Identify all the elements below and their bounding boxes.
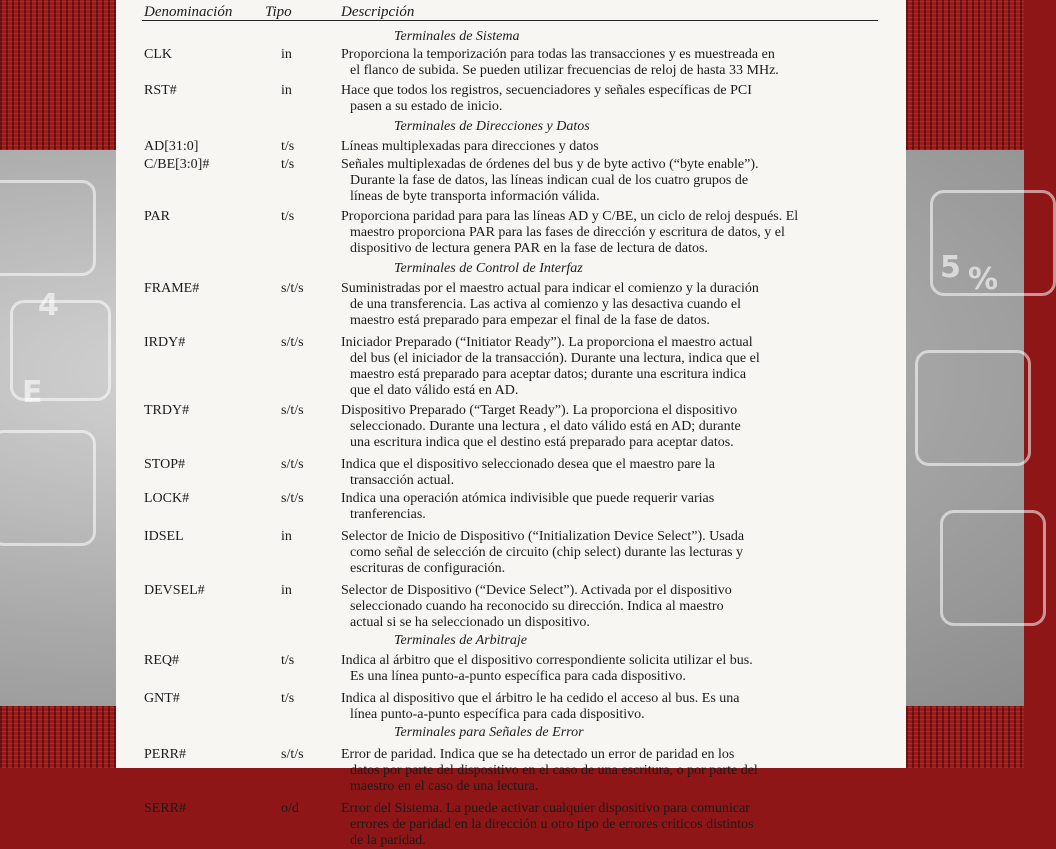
signal-name: PERR# [144, 747, 187, 762]
signal-description [341, 335, 881, 399]
description-line: maestro está preparado para empezar el final de la fase de datos. [350, 313, 710, 328]
description-line: Dispositivo Preparado (“Target Ready”). La proporciona el dispositivo [341, 403, 738, 418]
description-line: pasen a su estado de inicio. [350, 99, 503, 114]
signal-type: t/s [281, 157, 295, 172]
signal-type: in [281, 83, 292, 98]
keycap-shape [915, 350, 1031, 466]
signal-row [116, 583, 906, 631]
description-line: seleccionado cuando ha reconocido su dirección. Indica al maestro [350, 599, 724, 614]
keycap-shape [0, 180, 96, 276]
description-line: una escritura indica que el destino está preparado para aceptar datos. [350, 435, 734, 450]
signal-row [116, 653, 906, 685]
description-line: que el dato válido está en AD. [350, 383, 519, 398]
signal-row [116, 747, 906, 795]
header-type-column: Tipo [265, 4, 292, 20]
description-line: Selector de Dispositivo (“Device Select”). Activada por el dispositivo [341, 583, 732, 598]
signal-type: in [281, 47, 292, 62]
section-title: Terminales de Arbitraje [394, 633, 528, 648]
signal-description [341, 747, 881, 795]
description-line: Indica al árbitro que el dispositivo correspondiente solicita utilizar el bus. [341, 653, 753, 668]
description-line: dispositivo de lectura genera PAR en la fase de lectura de datos. [350, 241, 708, 256]
description-line: Error de paridad. Indica que se ha detectado un error de paridad en los [341, 747, 735, 762]
signal-description [341, 653, 881, 685]
signal-row [116, 335, 906, 399]
header-name-column: Denominación [144, 4, 233, 20]
signal-row [116, 691, 906, 723]
signal-description [341, 281, 881, 329]
keycap-legend: 5 [940, 250, 961, 285]
signal-name: TRDY# [144, 403, 190, 418]
description-line: datos por parte del dispositivo en el caso de una escritura, o por parte del [350, 763, 758, 778]
signal-name: DEVSEL# [144, 583, 205, 598]
description-line: seleccionado. Durante una lectura , el dato válido está en AD; durante [350, 419, 741, 434]
signal-name: LOCK# [144, 491, 190, 506]
signal-type: t/s [281, 691, 295, 706]
signal-name: PAR [144, 209, 170, 224]
signal-type: s/t/s [281, 457, 304, 472]
signal-row [116, 457, 906, 489]
signal-description [341, 491, 881, 523]
signal-name: STOP# [144, 457, 185, 472]
description-line: tranferencias. [350, 507, 426, 522]
signal-row [116, 281, 906, 329]
signal-name: SERR# [144, 801, 187, 816]
description-line: maestro en el caso de una lectura. [350, 779, 539, 794]
signal-row [116, 139, 906, 155]
description-line: Es una línea punto-a-punto específica para cada dispositivo. [350, 669, 686, 684]
signal-type: s/t/s [281, 335, 304, 350]
signal-description [341, 583, 881, 631]
signal-type: s/t/s [281, 491, 304, 506]
description-line: Indica que el dispositivo seleccionado desea que el maestro pare la [341, 457, 715, 472]
signal-description [341, 209, 881, 257]
description-line: de la paridad. [350, 833, 426, 848]
description-line: de una transferencia. Las activa al comienzo y las desactiva cuando el [350, 297, 742, 312]
signal-type: s/t/s [281, 281, 304, 296]
signal-row [116, 83, 906, 115]
description-line: maestro proporciona PAR para las fases de dirección y escritura de datos, y el [350, 225, 785, 240]
description-line: líneas de byte transporta información válida. [350, 189, 600, 204]
signal-name: AD[31:0] [144, 139, 199, 154]
signal-name: RST# [144, 83, 177, 98]
keycap-legend: % [968, 262, 999, 297]
signal-name: IDSEL [144, 529, 184, 544]
description-line: el flanco de subida. Se pueden utilizar frecuencias de reloj de hasta 33 MHz. [350, 63, 779, 78]
signal-row [116, 491, 906, 523]
scanned-document-page [116, 0, 906, 848]
signal-row [116, 47, 906, 79]
signal-description [341, 83, 881, 115]
signal-description [341, 403, 881, 451]
signal-type: t/s [281, 653, 295, 668]
description-line: Indica al dispositivo que el árbitro le ha cedido el acceso al bus. Es una [341, 691, 740, 706]
signal-name: GNT# [144, 691, 180, 706]
description-line: Iniciador Preparado (“Initiator Ready”). La proporciona el maestro actual [341, 335, 753, 350]
signal-description [341, 691, 881, 723]
signal-row [116, 157, 906, 205]
signal-type: s/t/s [281, 747, 304, 762]
section-title: Terminales de Sistema [394, 29, 520, 44]
signal-row [116, 403, 906, 451]
header-description-column: Descripción [341, 4, 415, 20]
signal-description [341, 529, 881, 577]
signal-type: o/d [281, 801, 299, 816]
description-line: transacción actual. [350, 473, 455, 488]
signal-type: in [281, 529, 292, 544]
description-line: Durante la fase de datos, las líneas indican cual de los cuatro grupos de [350, 173, 749, 188]
section-title: Terminales de Direcciones y Datos [394, 119, 590, 134]
signal-name: IRDY# [144, 335, 186, 350]
description-line: como señal de selección de circuito (chip select) durante las lecturas y [350, 545, 743, 560]
keycap-legend: 4 [38, 288, 59, 323]
section-title: Terminales para Señales de Error [394, 725, 584, 740]
signal-type: t/s [281, 209, 295, 224]
section-title: Terminales de Control de Interfaz [394, 261, 583, 276]
description-line: Señales multiplexadas de órdenes del bus y de byte activo (“byte enable”). [341, 157, 759, 172]
description-line: Selector de Inicio de Dispositivo (“Initialization Device Select”). Usada [341, 529, 745, 544]
description-line: errores de paridad en la dirección u otro tipo de errores críticos distintos [350, 817, 754, 832]
signal-name: FRAME# [144, 281, 200, 296]
signal-row [116, 209, 906, 257]
keycap-legend: E [22, 375, 43, 410]
keycap-shape [940, 510, 1046, 626]
signal-description [341, 801, 881, 849]
description-line: Proporciona paridad para para las líneas AD y C/BE, un ciclo de reloj después. El [341, 209, 799, 224]
description-line: escrituras de configuración. [350, 561, 506, 576]
description-line: Líneas multiplexadas para direcciones y datos [341, 139, 599, 154]
signal-description [341, 139, 881, 155]
signal-type: in [281, 583, 292, 598]
description-line: Suministradas por el maestro actual para indicar el comienzo y la duración [341, 281, 759, 296]
description-line: Hace que todos los registros, secuenciadores y señales específicas de PCI [341, 83, 752, 98]
signal-table-body [116, 27, 906, 849]
description-line: Error del Sistema. La puede activar cualquier dispositivo para comunicar [341, 801, 750, 816]
header-rule [142, 20, 878, 21]
signal-row [116, 529, 906, 577]
description-line: maestro está preparado para aceptar datos; durante una escritura indica [350, 367, 747, 382]
description-line: del bus (el iniciador de la transacción). Durante una lectura, indica que el [350, 351, 760, 366]
table-header [116, 4, 906, 24]
signal-description [341, 457, 881, 489]
signal-description [341, 47, 881, 79]
description-line: Indica una operación atómica indivisible que puede requerir varias [341, 491, 715, 506]
signal-description [341, 157, 881, 205]
signal-type: s/t/s [281, 403, 304, 418]
description-line: línea punto-a-punto específica para cada dispositivo. [350, 707, 645, 722]
signal-type: t/s [281, 139, 295, 154]
description-line: actual si se ha seleccionado un dispositivo. [350, 615, 590, 630]
signal-row [116, 801, 906, 849]
signal-name: REQ# [144, 653, 179, 668]
signal-name: CLK [144, 47, 172, 62]
signal-name: C/BE[3:0]# [144, 157, 210, 172]
keycap-shape [0, 430, 96, 546]
description-line: Proporciona la temporización para todas las transacciones y es muestreada en [341, 47, 775, 62]
